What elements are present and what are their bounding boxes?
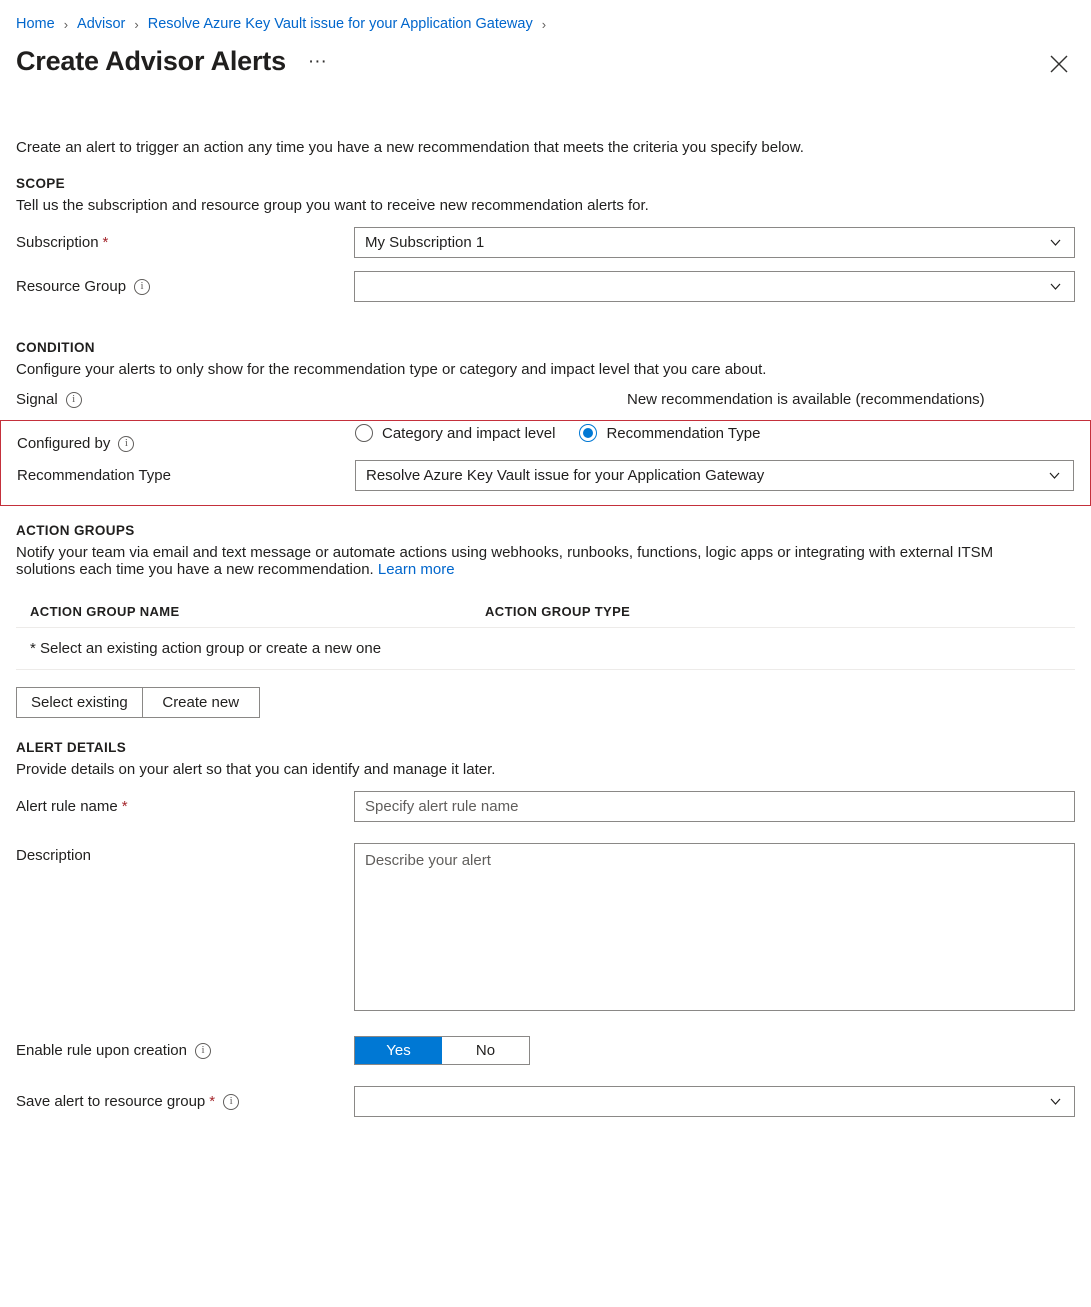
resource-group-control <box>354 271 1075 302</box>
chevron-down-icon <box>1048 469 1061 482</box>
breadcrumb-item-home[interactable]: Home <box>16 16 55 32</box>
enable-rule-label-text: Enable rule upon creation <box>16 1042 187 1059</box>
recommendation-type-value: Resolve Azure Key Vault issue for your Application Gateway <box>366 467 765 484</box>
subscription-value: My Subscription 1 <box>365 234 485 251</box>
resource-group-select[interactable] <box>354 271 1075 302</box>
breadcrumb-separator-icon: › <box>63 16 69 32</box>
alert-rule-name-control <box>354 791 1075 822</box>
alert-rule-name-label-text: Alert rule name <box>16 798 118 815</box>
required-marker: * <box>209 1093 216 1110</box>
toggle-option-no[interactable]: No <box>442 1037 529 1064</box>
action-groups-description <box>16 544 1056 578</box>
title-row <box>16 46 1075 77</box>
resource-group-row <box>16 271 1075 302</box>
alert-rule-name-input[interactable] <box>354 791 1075 822</box>
condition-heading: CONDITION <box>16 340 95 355</box>
condition-description: Configure your alerts to only show for the recommendation type or category and impact level that you care about. <box>16 361 767 378</box>
subscription-label-text: Subscription <box>16 234 99 251</box>
column-action-group-type: ACTION GROUP TYPE <box>485 604 631 619</box>
breadcrumb-item-recommendation[interactable]: Resolve Azure Key Vault issue for your Application Gateway <box>147 16 533 32</box>
save-alert-resource-group-label <box>16 1093 354 1110</box>
description-textarea[interactable] <box>354 843 1075 1011</box>
alert-details-description: Provide details on your alert so that you can identify and manage it later. <box>16 761 496 778</box>
action-groups-table-header <box>16 594 1075 628</box>
resource-group-label <box>16 278 354 295</box>
radio-category-and-impact[interactable] <box>355 424 555 442</box>
enable-rule-toggle[interactable] <box>354 1036 530 1065</box>
scope-description: Tell us the subscription and resource group you want to receive new recommendation alerts for. <box>16 197 649 214</box>
signal-control <box>354 391 1075 408</box>
breadcrumb-separator-icon: › <box>134 16 139 32</box>
chevron-down-icon <box>1049 280 1062 293</box>
recommendation-type-label-text: Recommendation Type <box>17 467 171 484</box>
subscription-select[interactable] <box>354 227 1075 258</box>
recommendation-type-select[interactable] <box>355 460 1074 491</box>
enable-rule-control <box>354 1036 1075 1065</box>
description-label <box>16 843 354 864</box>
close-icon[interactable] <box>1045 50 1073 78</box>
breadcrumb <box>16 0 1075 40</box>
save-alert-resource-group-control <box>354 1086 1075 1117</box>
recommendation-type-label <box>17 467 355 484</box>
intro-text: Create an alert to trigger an action any time you have a new recommendation that meets the criteria you specify below. <box>16 139 804 156</box>
scope-heading: SCOPE <box>16 176 66 191</box>
save-alert-resource-group-select[interactable] <box>354 1086 1075 1117</box>
info-icon[interactable]: i <box>66 392 82 408</box>
resource-group-label-text: Resource Group <box>16 278 127 295</box>
page-title: Create Advisor Alerts <box>16 46 286 76</box>
more-options-icon[interactable]: ··· <box>307 51 327 72</box>
chevron-down-icon <box>1049 236 1062 249</box>
breadcrumb-separator-icon: › <box>541 16 547 32</box>
signal-label-text: Signal <box>16 391 58 408</box>
chevron-down-icon <box>1049 1095 1062 1108</box>
select-existing-button[interactable]: Select existing <box>16 687 143 718</box>
configured-by-label-text: Configured by <box>17 435 111 452</box>
alert-rule-name-label <box>16 798 354 815</box>
create-new-button[interactable]: Create new <box>142 687 260 718</box>
required-marker: * <box>102 234 109 251</box>
configured-by-label <box>17 435 355 452</box>
subscription-row <box>16 227 1075 258</box>
radio-recommendation-type[interactable] <box>579 424 760 442</box>
description-control <box>354 843 1075 1015</box>
signal-row <box>16 391 1075 408</box>
action-groups-buttons <box>16 687 1075 718</box>
action-groups-heading: ACTION GROUPS <box>16 523 135 538</box>
learn-more-link[interactable]: Learn more <box>377 561 455 578</box>
column-action-group-name: ACTION GROUP NAME <box>30 604 180 619</box>
enable-rule-row <box>16 1036 1075 1065</box>
save-alert-resource-group-row <box>16 1086 1075 1117</box>
info-icon[interactable]: i <box>118 436 134 452</box>
required-marker: * <box>121 798 128 815</box>
recommendation-type-row <box>17 460 1074 491</box>
alert-details-heading: ALERT DETAILS <box>16 740 127 755</box>
breadcrumb-item-advisor[interactable]: Advisor <box>77 16 126 32</box>
info-icon[interactable]: i <box>223 1094 239 1110</box>
signal-value: New recommendation is available (recommendations) <box>627 391 985 408</box>
description-row <box>16 843 1075 1015</box>
toggle-option-yes[interactable]: Yes <box>355 1037 442 1064</box>
condition-highlight-box <box>0 420 1091 506</box>
action-groups-description-text: Notify your team via email and text message or automate actions using webhooks, runbooks, functions, logic apps or integrating with external ITSM solutions each time you have a new recommendation. <box>16 544 994 578</box>
enable-rule-label <box>16 1042 354 1059</box>
alert-rule-name-row <box>16 791 1075 822</box>
radio-recommendation-type-label: Recommendation Type <box>606 424 761 442</box>
save-alert-resource-group-label-text: Save alert to resource group <box>16 1093 206 1110</box>
radio-button-selected-icon[interactable] <box>579 424 597 442</box>
radio-button-icon[interactable] <box>355 424 373 442</box>
subscription-label <box>16 234 354 251</box>
subscription-control <box>354 227 1075 258</box>
info-icon[interactable]: i <box>134 279 150 295</box>
radio-category-label: Category and impact level <box>382 424 556 442</box>
info-icon[interactable]: i <box>195 1043 211 1059</box>
description-label-text: Description <box>16 847 92 864</box>
action-groups-empty-row: * Select an existing action group or create a new one <box>16 628 1075 670</box>
recommendation-type-control <box>355 460 1074 491</box>
signal-label <box>16 391 354 408</box>
